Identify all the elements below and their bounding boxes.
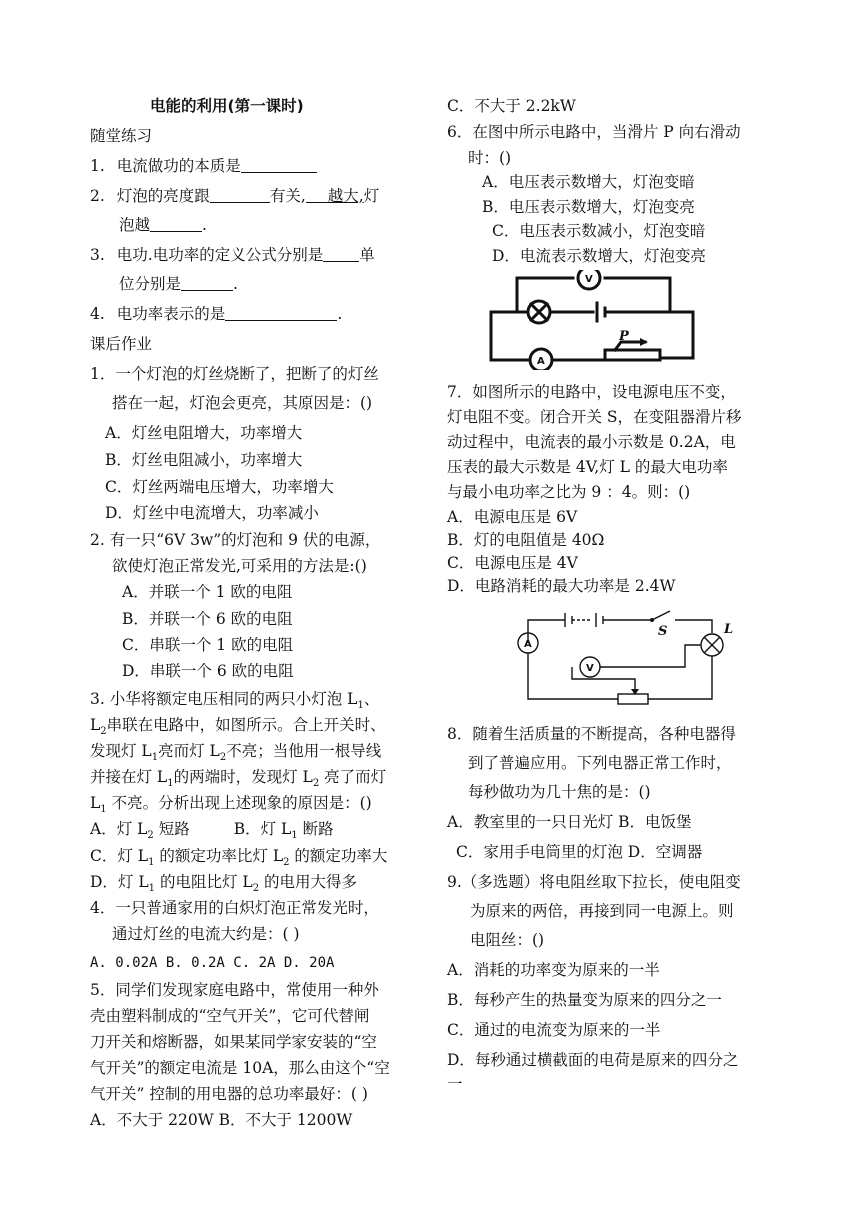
q8-stem-3: 每秒做功为几十焦的是：() [468,783,651,801]
ammeter-label: A [537,356,545,367]
q7-stem-4: 压表的最大示数是 4V,灯 L 的最大电功率 [447,458,728,476]
practice-item-4: 4. 电功率表示的是 . [90,305,343,323]
rheostat-icon [605,350,660,360]
q9-option-c: C．通过的电流变为原来的一半 [447,1021,661,1039]
practice-item-1: 1. 电流做功的本质是 [90,156,317,176]
q1-option-a: A．灯丝电阻增大，功率增大 [105,424,303,442]
q8-stem-1: 8．随着生活质量的不断提高，各种电器得 [447,725,736,743]
q5-stem-3: 刀开关和熔断器，如果某同学家安装的“空 [90,1033,377,1051]
q4-options: A. 0.02A B. 0.2A C. 2A D. 20A [90,955,335,971]
q5-options-ab: A．不大于 220W B．不大于 1200W [90,1111,353,1129]
q6-circuit-diagram [485,270,705,370]
q9-option-d-cont: 一 [447,1075,463,1093]
q6-option-c: C．电压表示数减小，灯泡变暗 [492,222,706,240]
q9-option-b: B．每秒产生的热量变为原来的四分之一 [447,991,722,1009]
voltmeter-label: V [586,663,594,674]
lamp-l-label: L [724,622,734,637]
q5-stem-2: 壳由塑料制成的“空气开关”，它可代替闸 [90,1007,370,1025]
voltmeter-label: V [585,274,593,285]
q6-option-d: D．电流表示数增大，灯泡变亮 [492,247,706,265]
q3-option-c: C．灯 $L_1$ 的额定功率比灯 $L_2$ 的额定功率大 [90,847,388,869]
q3-option-d: D．灯 $L_1$ 的电阻比灯 $L_2$ 的电用大得多 [90,873,357,895]
q1-option-c: C．灯丝两端电压增大，功率增大 [105,478,334,496]
q4-stem-cont: 通过灯丝的电流大约是：( ) [112,925,300,943]
q5-option-c: C．不大于 2.2kW [447,97,576,115]
q9-stem-3: 电阻丝：() [470,931,545,949]
q3-options-ab: A．灯 $L_2$ 短路 B．灯 $L_1$ 断路 [90,820,334,842]
switch-s-label: S [658,624,668,639]
q7-option-d: D．电路消耗的最大功率是 2.4W [447,577,676,595]
q6-option-a: A．电压表示数增大，灯泡变暗 [482,173,695,191]
q8-options-ab: A．教室里的一只日光灯 B．电饭堡 [447,813,692,831]
q1-stem: 1．一个灯泡的灯丝烧断了，把断了的灯丝 [90,365,379,383]
q2-option-c: C．串联一个 1 欧的电阻 [122,636,294,654]
practice-item-2: 2. 灯泡的亮度跟 有关, 越大,灯 [90,187,380,205]
slider-p-label: P [619,329,629,344]
q7-stem-3: 动过程中，电流表的最小示数是 0.2A，电 [447,433,736,451]
q2-stem: 2. 有一只“6V 3w”的灯泡和 9 伏的电源， [90,531,381,549]
ammeter-label: A [524,639,532,650]
practice-item-3: 3. 电功.电功率的定义公式分别是 单 [90,246,375,264]
q9-stem-2: 为原来的两倍，再接到同一电源上。则 [470,902,734,920]
q1-option-b: B．灯丝电阻减小，功率增大 [105,451,303,469]
q9-option-d: D．每秒通过横截面的电荷是原来的四分之 [447,1051,739,1069]
q9-stem-1: 9.（多选题）将电阻丝取下拉长，使电阻变 [447,873,741,891]
q7-stem-1: 7．如图所示的电路中，设电源电压不变， [447,383,736,401]
rheostat-icon [618,694,648,704]
practice-item-2-cont: 泡越 . [119,216,207,234]
q5-stem-1: 5．同学们发现家庭电路中，常使用一种外 [90,981,379,999]
q8-options-cd: C．家用手电筒里的灯泡 D．空调器 [456,843,703,861]
q7-stem-5: 与最小电功率之比为 9 ：4。则：() [447,483,691,501]
q4-stem: 4．一只普通家用的白炽灯泡正常发光时， [90,899,379,917]
q2-stem-cont: 欲使灯泡正常发光,可采用的方法是:() [112,557,367,575]
q7-option-b: B．灯的电阻值是 40Ω [447,531,605,549]
q6-stem-cont: 时：() [468,149,512,167]
q6-stem: 6．在图中所示电路中，当滑片 P 向右滑动 [447,123,741,141]
q5-stem-5: 气开关” 控制的用电器的总功率最好：( ) [90,1085,368,1103]
section-heading-homework: 课后作业 [90,335,153,353]
q7-stem-2: 灯电阻不变。闭合开关 S，在变阻器滑片移 [447,408,742,426]
q3-stem-5: $L_1$ 不亮。分析出现上述现象的原因是：() [90,794,372,816]
q3-stem-2: $L_2$串联在电路中，如图所示。合上开关时、 [90,716,386,738]
q1-option-d: D．灯丝中电流增大，功率减小 [105,504,319,522]
q9-option-a: A．消耗的功率变为原来的一半 [447,961,660,979]
q2-option-d: D．串联一个 6 欧的电阻 [122,662,294,680]
switch-icon [652,611,670,620]
q3-stem-1: 3. 小华将额定电压相同的两只小灯泡 $L_1$、 [90,690,380,712]
section-heading-practice: 随堂练习 [90,127,153,145]
q7-option-a: A．电源电压是 6V [447,508,578,526]
q5-stem-4: 气开关”的额定电流是 10A，那么由这个“空 [90,1059,390,1077]
q3-stem-4: 并接在灯 $L_1$的两端时，发现灯 $L_2$ 亮了而灯 [90,768,387,790]
q1-stem-cont: 搭在一起，灯泡会更亮，其原因是：() [112,394,373,412]
q2-option-a: A．并联一个 1 欧的电阻 [122,583,293,601]
q8-stem-2: 到了普遍应用。下列电器正常工作时， [468,754,732,772]
q7-option-c: C．电源电压是 4V [447,554,578,572]
q3-stem-3: 发现灯 $L_1$亮而灯 $L_2$不亮；当他用一根导线 [90,742,382,764]
page-title: 电能的利用(第一课时) [150,97,304,115]
q6-option-b: B．电压表示数增大，灯泡变亮 [482,198,695,216]
q7-circuit-diagram [510,605,750,705]
q2-option-b: B．并联一个 6 欧的电阻 [122,610,293,628]
practice-item-3-cont: 位分别是 . [119,275,238,293]
